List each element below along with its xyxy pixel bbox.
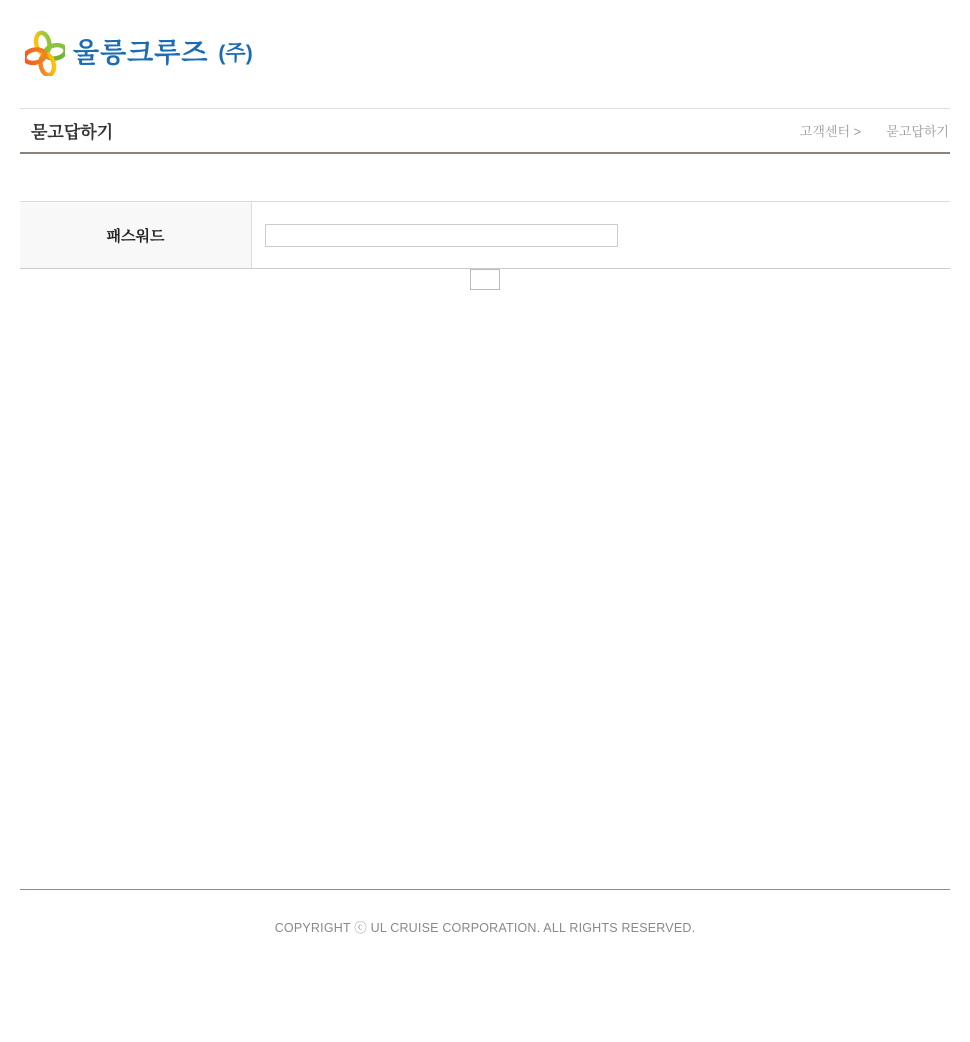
site-header bbox=[0, 0, 970, 108]
brand-name: 울릉크루즈 bbox=[73, 37, 209, 68]
password-label: 패스워드 bbox=[20, 202, 252, 268]
confirm-button[interactable] bbox=[470, 269, 500, 290]
password-form-table bbox=[20, 201, 950, 269]
breadcrumb-current: 묻고답하기 bbox=[886, 124, 949, 139]
empty-content-area bbox=[20, 290, 950, 889]
copyright-text: COPYRIGHT ⓒ UL CRUISE CORPORATION. ALL RIGHTS RESERVED. bbox=[274, 921, 696, 935]
pinwheel-flower-icon bbox=[25, 30, 65, 76]
breadcrumb-parent[interactable]: 고객센터 > bbox=[799, 124, 862, 139]
brand-suffix: (주) bbox=[218, 41, 253, 65]
page-footer bbox=[20, 889, 950, 936]
password-input-cell bbox=[252, 202, 950, 268]
page-title-bar bbox=[20, 108, 950, 154]
brand-logo[interactable] bbox=[25, 30, 253, 76]
page-title: 묻고답하기 bbox=[31, 123, 114, 142]
password-input[interactable] bbox=[265, 224, 618, 247]
form-actions bbox=[20, 269, 950, 290]
breadcrumb bbox=[800, 121, 950, 140]
